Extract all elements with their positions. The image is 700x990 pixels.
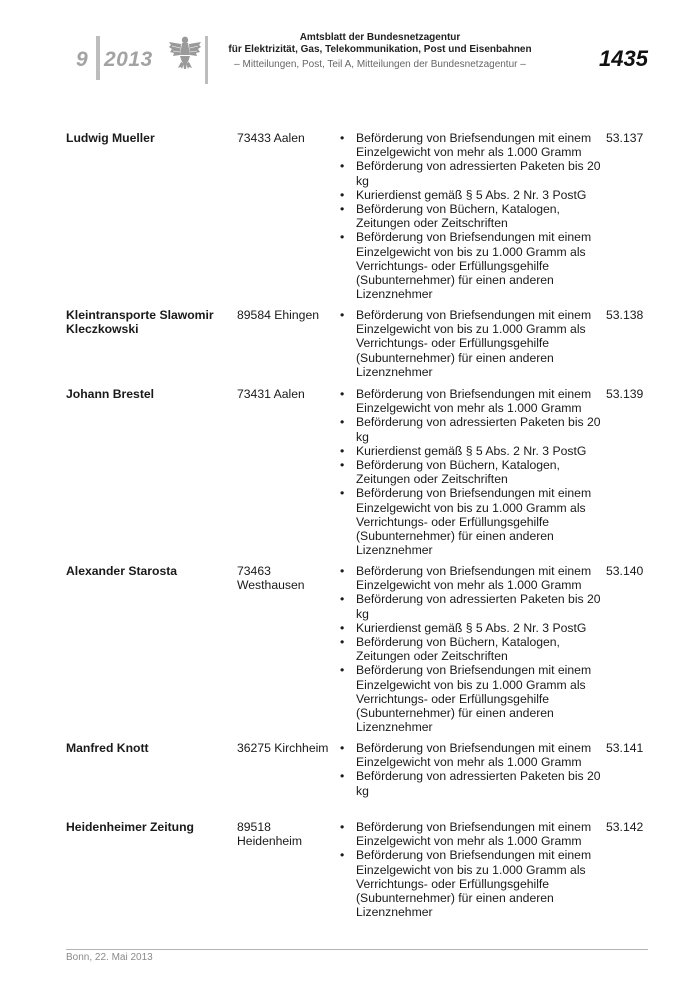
licensee-name: Kleintransporte Slawomir Kleczkowski [66, 308, 214, 337]
service-item: • Beförderung von Briefsendungen mit einem Einzelgewicht von bis zu 1.000 Gramm als Verrichtungs- oder Erfüllungsgehilfe (Subunternehmer) für einen anderen Lizenznehmer [340, 486, 608, 557]
service-list [340, 820, 608, 919]
service-item: • Beförderung von Büchern, Katalogen, Zeitungen oder Zeitschriften [340, 635, 608, 663]
licensee-location: 36275 Kirchheim [237, 741, 329, 755]
licensee-name: Ludwig Mueller [66, 131, 155, 145]
service-item: • Beförderung von Briefsendungen mit einem Einzelgewicht von mehr als 1.000 Gramm [340, 564, 608, 592]
licensee-location: 73463 Westhausen [237, 564, 305, 593]
license-number: 53.138 [606, 308, 644, 322]
service-item: • Beförderung von Briefsendungen mit einem Einzelgewicht von mehr als 1.000 Gramm [340, 741, 608, 769]
service-item: • Beförderung von Briefsendungen mit einem Einzelgewicht von mehr als 1.000 Gramm [340, 820, 608, 848]
license-number: 53.142 [606, 820, 644, 834]
service-item: • Beförderung von adressierten Paketen bis 20 kg [340, 415, 608, 443]
licensee-name: Manfred Knott [66, 741, 149, 755]
service-item: • Kurierdienst gemäß § 5 Abs. 2 Nr. 3 PostG [340, 621, 608, 635]
service-item: • Kurierdienst gemäß § 5 Abs. 2 Nr. 3 PostG [340, 444, 608, 458]
service-item: • Beförderung von Briefsendungen mit einem Einzelgewicht von mehr als 1.000 Gramm [340, 387, 608, 415]
service-item: • Beförderung von Briefsendungen mit einem Einzelgewicht von mehr als 1.000 Gramm [340, 131, 608, 159]
service-list [340, 741, 608, 798]
service-item: • Beförderung von adressierten Paketen bis 20 kg [340, 769, 608, 797]
service-item: • Beförderung von adressierten Paketen bis 20 kg [340, 159, 608, 187]
service-item: • Beförderung von Briefsendungen mit einem Einzelgewicht von bis zu 1.000 Gramm als Verrichtungs- oder Erfüllungsgehilfe (Subunternehmer) für einen anderen Lizenznehmer [340, 663, 608, 734]
publication-title-line-2: für Elektrizität, Gas, Telekommunikation, Post und Eisenbahnen [228, 44, 532, 55]
issue-number: 9 [76, 48, 89, 71]
license-number: 53.139 [606, 387, 644, 401]
service-item: • Kurierdienst gemäß § 5 Abs. 2 Nr. 3 PostG [340, 188, 608, 202]
publication-subtitle: – Mitteilungen, Post, Teil A, Mitteilungen der Bundesnetzagentur – [234, 59, 526, 70]
federal-eagle-icon [168, 34, 202, 70]
service-item: • Beförderung von Büchern, Katalogen, Zeitungen oder Zeitschriften [340, 458, 608, 486]
licensee-location: 73433 Aalen [237, 131, 305, 145]
service-item: • Beförderung von adressierten Paketen bis 20 kg [340, 592, 608, 620]
footer-date: Bonn, 22. Mai 2013 [66, 952, 153, 963]
licensee-name: Johann Brestel [66, 387, 155, 401]
service-list [340, 131, 608, 301]
page-number: 1435 [599, 46, 648, 71]
licensee-location: 89518 Heidenheim [237, 820, 303, 849]
service-item: • Beförderung von Büchern, Katalogen, Zeitungen oder Zeitschriften [340, 202, 608, 230]
service-item: • Beförderung von Briefsendungen mit einem Einzelgewicht von bis zu 1.000 Gramm als Verrichtungs- oder Erfüllungsgehilfe (Subunternehmer) für einen anderen Lizenznehmer [340, 848, 608, 919]
license-number: 53.137 [606, 131, 644, 145]
service-item: • Beförderung von Briefsendungen mit einem Einzelgewicht von bis zu 1.000 Gramm als Verrichtungs- oder Erfüllungsgehilfe (Subunternehmer) für einen anderen Lizenznehmer [340, 230, 608, 301]
license-number: 53.141 [606, 741, 644, 755]
header-divider-2 [205, 36, 208, 84]
footer-rule [66, 949, 648, 950]
licensee-location: 73431 Aalen [237, 387, 305, 401]
publication-title-line-1: Amtsblatt der Bundesnetzagentur [299, 32, 461, 43]
publication-title [220, 32, 540, 56]
licensee-location: 89584 Ehingen [237, 308, 320, 322]
service-list [340, 387, 608, 557]
issue-year: 2013 [104, 48, 153, 71]
header-divider [96, 36, 100, 80]
service-item: • Beförderung von Briefsendungen mit einem Einzelgewicht von bis zu 1.000 Gramm als Verrichtungs- oder Erfüllungsgehilfe (Subunternehmer) für einen anderen Lizenznehmer [340, 308, 608, 379]
licensee-name: Heidenheimer Zeitung [66, 820, 194, 834]
license-number: 53.140 [606, 564, 644, 578]
licensee-name: Alexander Starosta [66, 564, 178, 578]
service-list [340, 564, 608, 734]
service-list [340, 308, 608, 379]
